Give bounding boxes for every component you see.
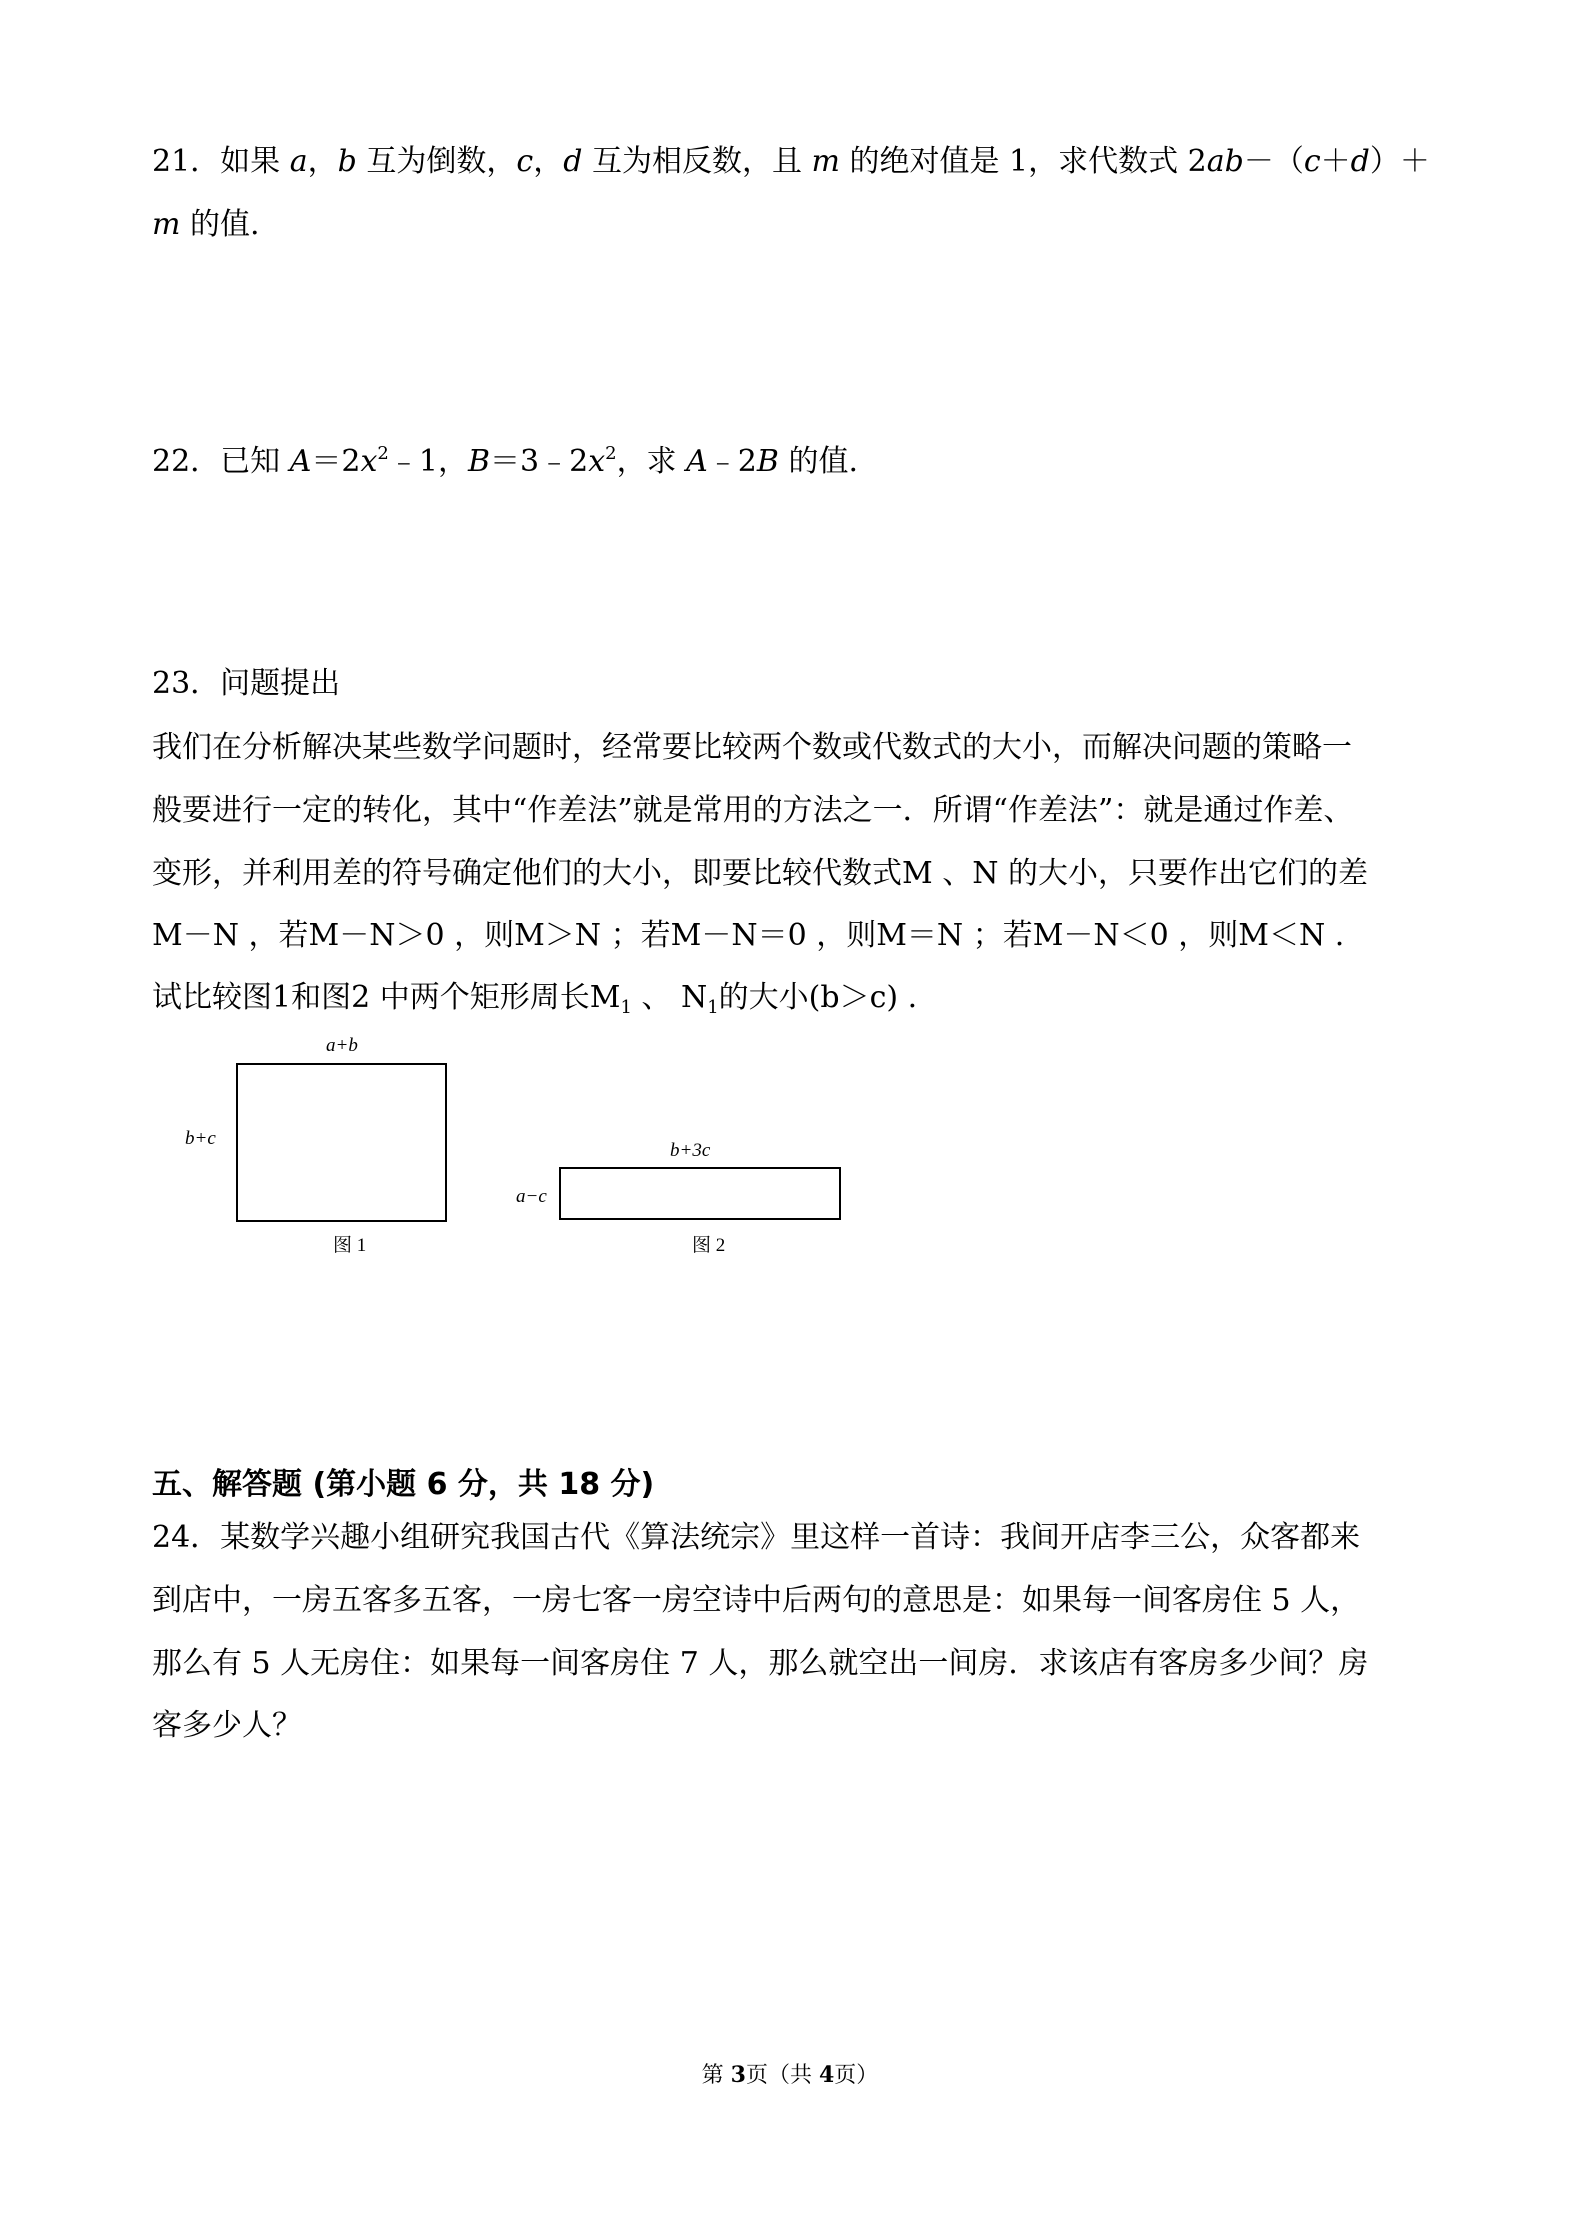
q24-line: 24．某数学兴趣小组研究我国古代《算法统宗》里这样一首诗：我间开店李三公，众客都来 [152, 1520, 1361, 1555]
q21-text: ＋ [1320, 144, 1351, 179]
q23-question-line [152, 978, 917, 1028]
var-B: B [756, 444, 779, 479]
q21-text: 的值. [180, 207, 260, 242]
q23-paragraph-line: 我们在分析解决某些数学问题时，经常要比较两个数或代数式的大小，而解决问题的策略一 [152, 730, 1352, 765]
fig1-side-label: b+c [185, 1128, 216, 1149]
footer-text: 页） [834, 2063, 879, 2088]
q21-line-1 [152, 142, 1430, 182]
exponent: 2 [605, 443, 617, 464]
footer-text: 第 [701, 2063, 731, 2088]
var-ab: ab [1206, 144, 1244, 179]
q21-line-2 [152, 205, 260, 245]
var-x: x [588, 444, 606, 479]
var-B: B [467, 444, 490, 479]
q22-text: 22．已知 [152, 444, 290, 479]
q21-text: ）＋ [1369, 144, 1430, 179]
q21-text: 互为相反数，且 [582, 144, 812, 179]
q21-text: ， [533, 144, 564, 179]
q23-text: 、 N [631, 980, 708, 1015]
q24-line: 客多少人？ [152, 1708, 302, 1743]
subscript: 1 [707, 997, 719, 1018]
fig2-caption: 图 2 [692, 1235, 726, 1256]
var-m: m [811, 144, 840, 179]
q21-text: ， [307, 144, 338, 179]
var-d: d [1350, 144, 1370, 179]
subscript: 1 [620, 997, 632, 1018]
q21-text: 21．如果 [152, 144, 290, 179]
q22-line [152, 434, 858, 482]
fig1-top-label: a+b [326, 1035, 358, 1056]
var-m: m [152, 207, 181, 242]
fig2-rectangle [559, 1167, 841, 1220]
page-footer [0, 2060, 1580, 2091]
fig1-rectangle [236, 1063, 447, 1222]
q24-line: 到店中，一房五客多五客，一房七客一房空诗中后两句的意思是：如果每一间客房住 5 人， [152, 1583, 1361, 1618]
total-page-number: 4 [818, 2062, 835, 2088]
q22-text: ﹣2 [707, 444, 757, 479]
var-x: x [360, 444, 378, 479]
q22-text: ，求 [616, 444, 687, 479]
fig2-side-label: a−c [516, 1186, 547, 1207]
var-b: b [337, 144, 357, 179]
section-heading: 五、解答题 (第小题 6 分，共 18 分) [152, 1467, 655, 1502]
var-c: c [1303, 144, 1321, 179]
q21-text: －（ [1243, 144, 1304, 179]
var-A: A [289, 444, 312, 479]
var-c: c [516, 144, 534, 179]
footer-text: 页（共 [745, 2063, 819, 2088]
q23-paragraph-line: M－N ，若M－N＞0 ，则M＞N ；若M－N＝0 ，则M＝N ；若M－N＜0 ，则M＜N . [152, 918, 1345, 953]
q23-text: 的大小(b＞c) . [718, 980, 918, 1015]
q22-text: ＝2 [311, 444, 361, 479]
q21-text: 的绝对值是 1，求代数式 2 [839, 144, 1207, 179]
q24-line: 那么有 5 人无房住：如果每一间客房住 7 人，那么就空出一间房．求该店有客房多少间？房 [152, 1646, 1369, 1681]
var-a: a [289, 144, 308, 179]
current-page-number: 3 [730, 2062, 746, 2088]
q23-paragraph-line: 变形，并利用差的符号确定他们的大小，即要比较代数式M 、N 的大小，只要作出它们的差 [152, 856, 1369, 891]
q23-paragraph-line: 般要进行一定的转化，其中“作差法”就是常用的方法之一．所谓“作差法”：就是通过作差、 [152, 793, 1354, 828]
fig2-top-label: b+3c [670, 1140, 711, 1161]
q23-text: 试比较图1和图2 中两个矩形周长M [152, 980, 621, 1015]
var-A: A [686, 444, 708, 479]
fig1-caption: 图 1 [333, 1235, 367, 1256]
q22-text: 的值. [778, 444, 858, 479]
var-d: d [563, 144, 583, 179]
q23-title: 23．问题提出 [152, 666, 341, 701]
q22-text: ＝3﹣2 [490, 444, 589, 479]
q22-text: ﹣1， [388, 444, 468, 479]
exponent: 2 [377, 443, 389, 464]
q21-text: 互为倒数， [356, 144, 517, 179]
